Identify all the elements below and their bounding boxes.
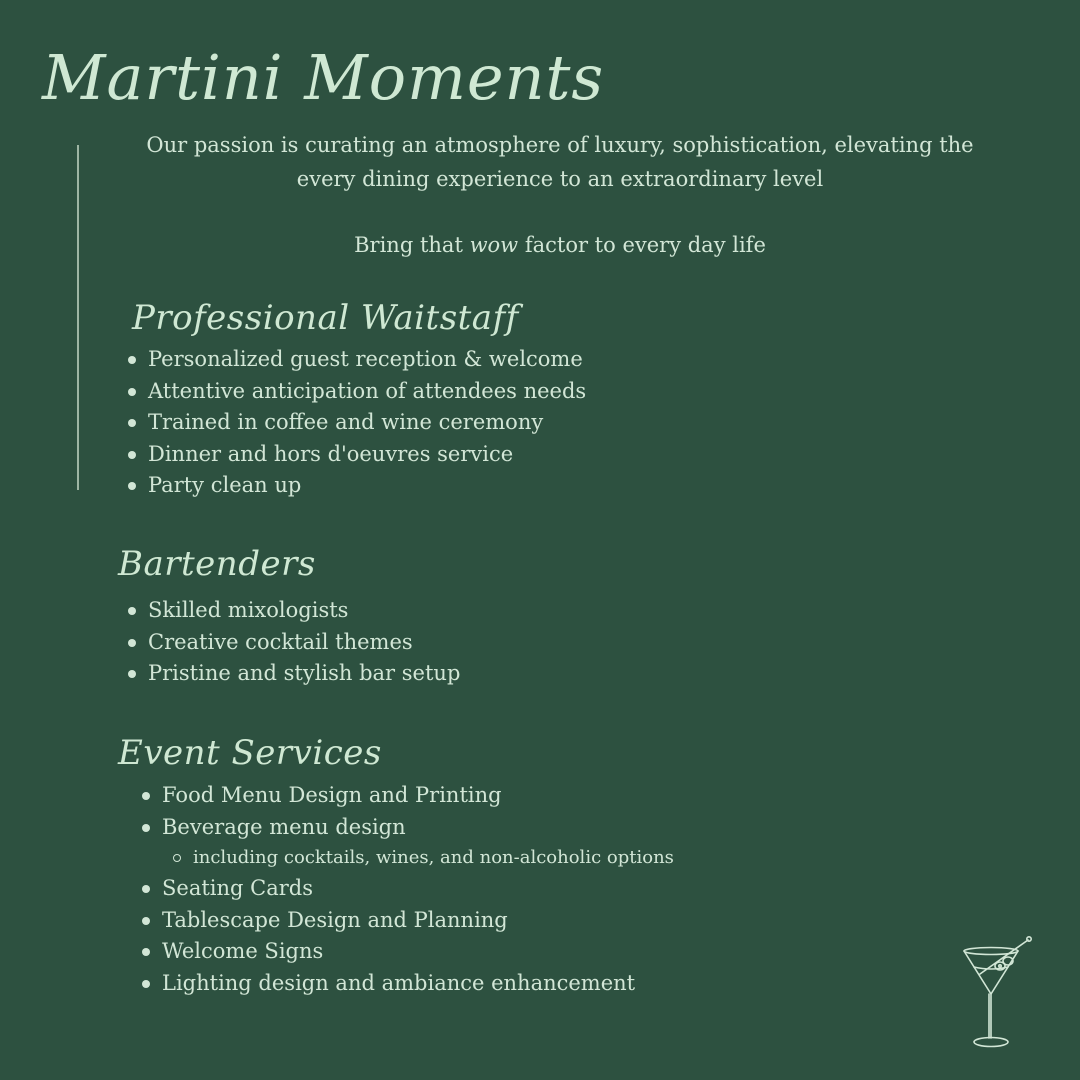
list-item: Dinner and hors d'oeuvres service [124,439,586,471]
list-item: Pristine and stylish bar setup [124,658,460,690]
list-item: Food Menu Design and Printing [138,780,674,812]
list-item-label: Beverage menu design [162,814,406,839]
bartenders-list [124,595,460,690]
tagline [140,228,980,262]
tagline-start: Bring that [354,233,470,257]
vertical-divider [77,145,79,490]
list-item: Tablescape Design and Planning [138,905,674,937]
sub-list-item: including cocktails, wines, and non-alcoholic options [162,843,674,873]
list-item: Seating Cards [138,873,674,905]
section-heading-waitstaff: Professional Waitstaff [132,298,519,338]
sub-list [162,843,674,873]
section-heading-bartenders: Bartenders [118,544,316,584]
page-title: Martini Moments [42,41,605,114]
list-item: Personalized guest reception & welcome [124,344,586,376]
section-heading-events: Event Services [118,733,382,773]
list-item [138,812,674,874]
list-item: Party clean up [124,470,586,502]
waitstaff-list [124,344,586,502]
intro-text: Our passion is curating an atmosphere of luxury, sophistication, elevating the every dining experience to an extraordinary level [146,133,974,191]
martini-glass-icon [958,934,1038,1052]
list-item: Trained in coffee and wine ceremony [124,407,586,439]
list-item: Skilled mixologists [124,595,460,627]
event-services-list [138,780,674,999]
list-item: Lighting design and ambiance enhancement [138,968,674,1000]
list-item: Welcome Signs [138,936,674,968]
list-item: Creative cocktail themes [124,627,460,659]
list-item: Attentive anticipation of attendees needs [124,376,586,408]
tagline-emphasis: wow [469,233,519,257]
tagline-end: factor to every day life [518,233,766,257]
